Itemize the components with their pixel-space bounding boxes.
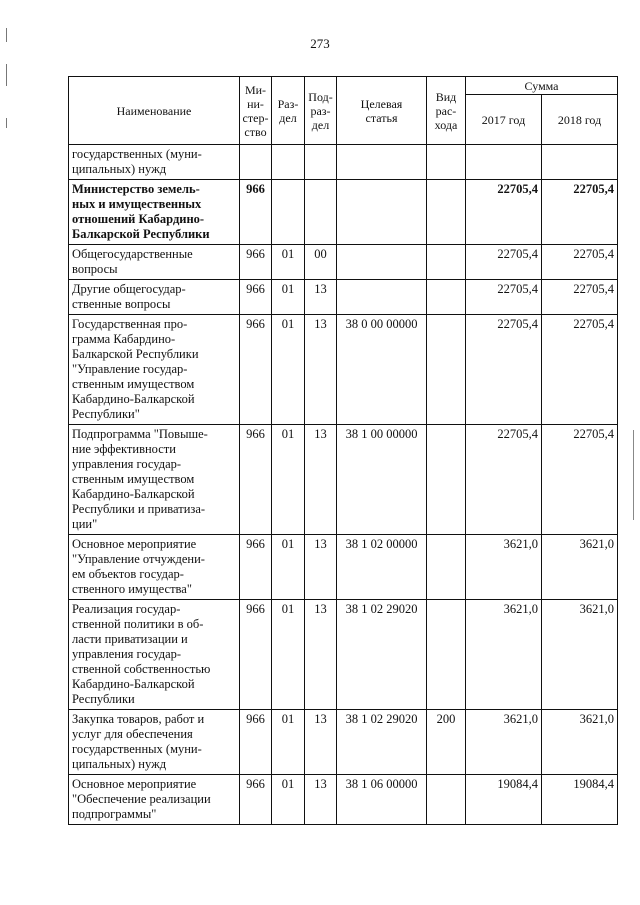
cell-2018: 22705,4 <box>542 280 618 315</box>
cell-target <box>337 280 427 315</box>
cell-2017: 22705,4 <box>466 245 542 280</box>
cell-expense-type <box>427 180 466 245</box>
cell-expense-type <box>427 535 466 600</box>
cell-name: государственных (муни- ципальных) нужд <box>69 145 240 180</box>
table-row <box>69 145 618 180</box>
table-row <box>69 425 618 535</box>
cell-target: 38 1 02 29020 <box>337 710 427 775</box>
cell-expense-type <box>427 280 466 315</box>
header-subsection: Под- раз- дел <box>305 77 337 145</box>
cell-section: 01 <box>272 425 305 535</box>
cell-expense-type: 200 <box>427 710 466 775</box>
cell-name: Общегосударственные вопросы <box>69 245 240 280</box>
cell-2018: 3621,0 <box>542 600 618 710</box>
cell-expense-type <box>427 315 466 425</box>
table-row <box>69 180 618 245</box>
cell-2017: 3621,0 <box>466 600 542 710</box>
cell-ministry: 966 <box>240 710 272 775</box>
cell-section: 01 <box>272 535 305 600</box>
cell-2018: 22705,4 <box>542 425 618 535</box>
cell-target: 38 1 00 00000 <box>337 425 427 535</box>
cell-name: Закупка товаров, работ и услуг для обеспечения государственных (муни- ципальных) нужд <box>69 710 240 775</box>
cell-section <box>272 180 305 245</box>
cell-section: 01 <box>272 775 305 825</box>
cell-subsection: 13 <box>305 425 337 535</box>
cell-name: Основное мероприятие "Управление отчуждени- ем объектов государ- ственного имущества" <box>69 535 240 600</box>
header-2018: 2018 год <box>542 95 618 145</box>
cell-ministry: 966 <box>240 600 272 710</box>
margin-mark <box>6 64 7 86</box>
cell-2018: 3621,0 <box>542 535 618 600</box>
cell-name: Основное мероприятие "Обеспечение реализации подпрограммы" <box>69 775 240 825</box>
cell-target: 38 1 02 00000 <box>337 535 427 600</box>
cell-ministry: 966 <box>240 245 272 280</box>
cell-section: 01 <box>272 245 305 280</box>
cell-section: 01 <box>272 280 305 315</box>
cell-name: Другие общегосудар- ственные вопросы <box>69 280 240 315</box>
cell-ministry <box>240 145 272 180</box>
cell-2017: 22705,4 <box>466 425 542 535</box>
cell-subsection: 13 <box>305 535 337 600</box>
cell-target: 38 1 06 00000 <box>337 775 427 825</box>
cell-expense-type <box>427 245 466 280</box>
cell-2018: 22705,4 <box>542 180 618 245</box>
cell-target <box>337 180 427 245</box>
table-body <box>69 145 618 825</box>
cell-subsection: 13 <box>305 315 337 425</box>
cell-2017 <box>466 145 542 180</box>
cell-subsection: 13 <box>305 280 337 315</box>
cell-subsection <box>305 180 337 245</box>
table-row <box>69 775 618 825</box>
cell-2018: 22705,4 <box>542 245 618 280</box>
cell-section <box>272 145 305 180</box>
margin-mark <box>6 28 7 42</box>
table-row <box>69 710 618 775</box>
cell-2018: 3621,0 <box>542 710 618 775</box>
cell-expense-type <box>427 145 466 180</box>
cell-name: Министерство земель- ных и имущественных отношений Кабардино- Балкарской Республики <box>69 180 240 245</box>
cell-2018: 19084,4 <box>542 775 618 825</box>
cell-subsection: 13 <box>305 710 337 775</box>
cell-subsection: 00 <box>305 245 337 280</box>
cell-2017: 3621,0 <box>466 710 542 775</box>
cell-ministry: 966 <box>240 180 272 245</box>
cell-section: 01 <box>272 315 305 425</box>
cell-name: Государственная про- грамма Кабардино- Балкарской Республики "Управление государ- ственным имуществом Кабардино-Балкарской Республики" <box>69 315 240 425</box>
table-row <box>69 535 618 600</box>
cell-name: Подпрограмма "Повыше- ние эффективности управления государ- ственным имуществом Кабардино-Балкарской Республики и приватиза- ции" <box>69 425 240 535</box>
cell-section: 01 <box>272 600 305 710</box>
table-row <box>69 280 618 315</box>
header-sum: Сумма <box>466 77 618 95</box>
header-section: Раз- дел <box>272 77 305 145</box>
cell-expense-type <box>427 775 466 825</box>
header-target: Целевая статья <box>337 77 427 145</box>
cell-name: Реализация государ- ственной политики в об- ласти приватизации и управления государ- ственной собственностью Кабардино-Балкарской Республики <box>69 600 240 710</box>
table-row <box>69 245 618 280</box>
cell-2018 <box>542 145 618 180</box>
margin-mark <box>633 430 634 520</box>
cell-ministry: 966 <box>240 425 272 535</box>
header-2017: 2017 год <box>466 95 542 145</box>
cell-2017: 22705,4 <box>466 280 542 315</box>
cell-2017: 19084,4 <box>466 775 542 825</box>
cell-subsection: 13 <box>305 600 337 710</box>
cell-2017: 3621,0 <box>466 535 542 600</box>
cell-section: 01 <box>272 710 305 775</box>
header-ministry: Ми- ни- стер- ство <box>240 77 272 145</box>
table-row <box>69 315 618 425</box>
cell-ministry: 966 <box>240 535 272 600</box>
header-expense-type: Вид рас- хода <box>427 77 466 145</box>
cell-ministry: 966 <box>240 280 272 315</box>
cell-target: 38 0 00 00000 <box>337 315 427 425</box>
cell-subsection <box>305 145 337 180</box>
header-name: Наименование <box>69 77 240 145</box>
budget-table <box>68 76 618 825</box>
cell-target: 38 1 02 29020 <box>337 600 427 710</box>
page-number: 273 <box>310 36 330 51</box>
cell-2018: 22705,4 <box>542 315 618 425</box>
cell-target <box>337 245 427 280</box>
cell-expense-type <box>427 600 466 710</box>
cell-ministry: 966 <box>240 315 272 425</box>
cell-expense-type <box>427 425 466 535</box>
cell-2017: 22705,4 <box>466 315 542 425</box>
cell-ministry: 966 <box>240 775 272 825</box>
margin-mark <box>6 118 7 128</box>
table-row <box>69 600 618 710</box>
cell-subsection: 13 <box>305 775 337 825</box>
cell-target <box>337 145 427 180</box>
cell-2017: 22705,4 <box>466 180 542 245</box>
